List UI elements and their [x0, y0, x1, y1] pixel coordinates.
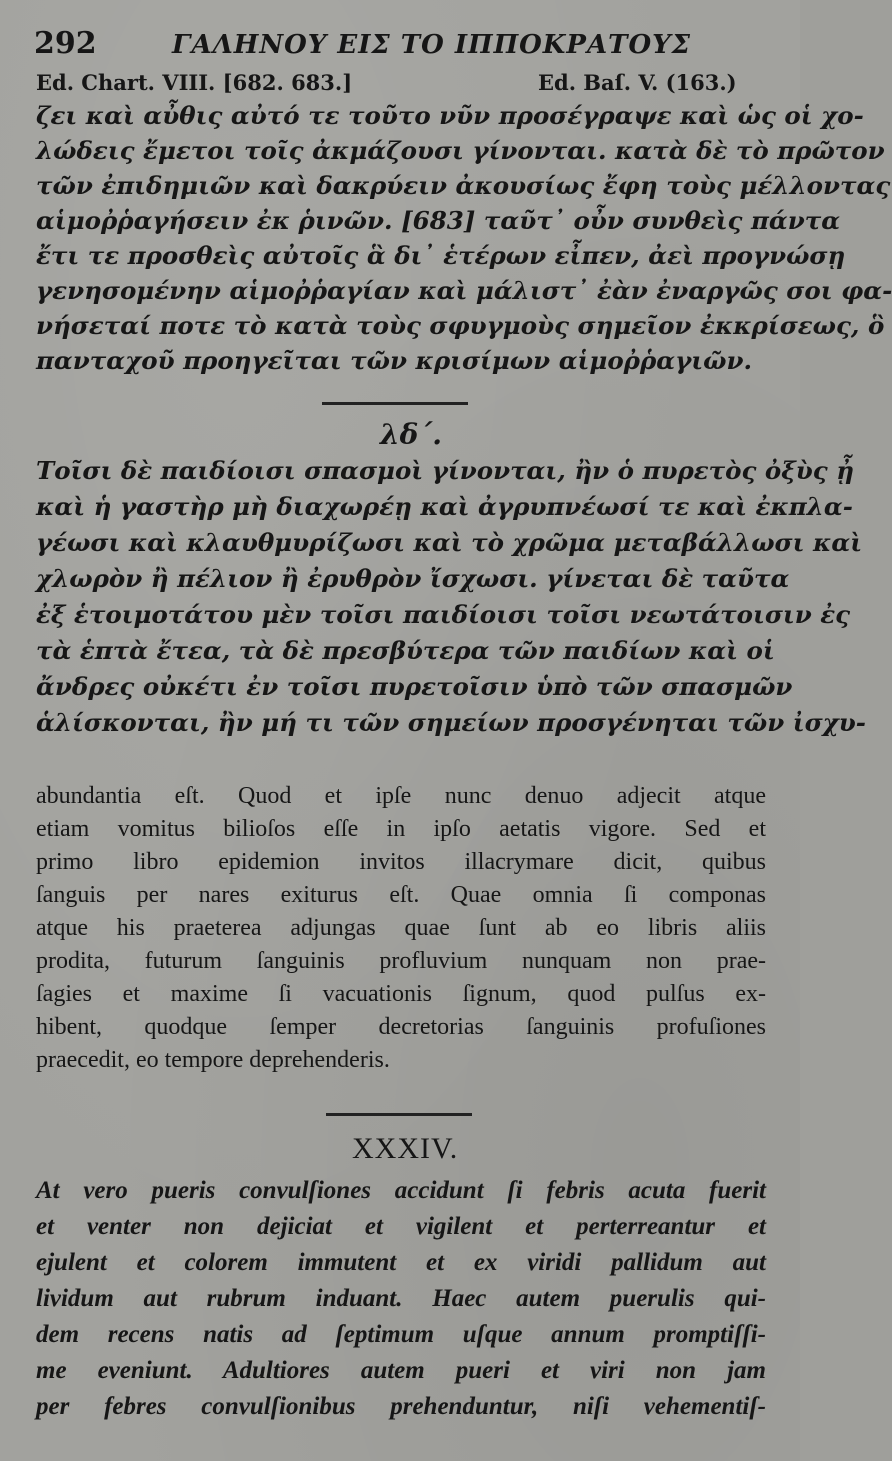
latin-continuation-line: prodita, futurum ſanguinis profluvium nunquam non prae-: [36, 948, 766, 974]
edition-reference-right: Ed. Baſ. V. (163.): [538, 70, 737, 95]
latin-continuation-line: hibent, quodque ſemper decretorias ſanguinis profuſiones: [36, 1014, 766, 1040]
greek-section-line: τὰ ἑπτὰ ἔτεα, τὰ δὲ πρεσβύτερα τῶν παιδίων καὶ οἱ: [36, 636, 775, 665]
greek-section-line: ἄνδρες οὐκέτι ἐν τοῖσι πυρετοῖσιν ὑπὸ τῶν σπασμῶν: [36, 672, 793, 701]
latin-section-line: et venter non dejiciat et vigilent et perterreantur et: [36, 1213, 766, 1240]
latin-section-line: me eveniunt. Adultiores autem pueri et viri non jam: [36, 1357, 766, 1384]
greek-section-line: καὶ ἡ γαστὴρ μὴ διαχωρέῃ καὶ ἀγρυπνέωσί τε καὶ ἐκπλα-: [36, 492, 853, 521]
greek-continuation-line: γενησομένην αἱμοῤῥαγίαν καὶ μάλιστ᾽ ἐὰν ἐναργῶς σοι φα-: [36, 276, 892, 305]
latin-section-line: ejulent et colorem immutent et ex viridi pallidum aut: [36, 1249, 766, 1276]
latin-continuation-line: etiam vomitus bilioſos eſſe in ipſo aetatis vigore. Sed et: [36, 816, 766, 842]
greek-continuation-line: λώδεις ἔμετοι τοῖς ἀκμάζουσι γίνονται. κατὰ δὲ τὸ πρῶτον: [36, 136, 885, 165]
latin-continuation-line: ſagies et maxime ſi vacuationis ſignum, quod pulſus ex-: [36, 981, 766, 1007]
greek-continuation-line: πανταχοῦ προηγεῖται τῶν κρισίμων αἱμοῤῥαγιῶν.: [36, 346, 753, 375]
greek-section-number: λδ΄.: [380, 418, 443, 451]
greek-continuation-line: νήσεταί ποτε τὸ κατὰ τοὺς σφυγμοὺς σημεῖον ἐκκρίσεως, ὃ: [36, 311, 885, 340]
latin-continuation-line: abundantia eſt. Quod et ipſe nunc denuo adjecit atque: [36, 783, 766, 809]
latin-continuation-line: ſanguis per nares exiturus eſt. Quae omnia ſi componas: [36, 882, 766, 908]
edition-reference-left: Ed. Chart. VIII. [682. 683.]: [36, 70, 353, 95]
latin-section-line: dem recens natis ad ſeptimum uſque annum promptiſſi-: [36, 1321, 766, 1348]
running-title: ΓΑΛΗΝΟΥ ΕΙΣ ΤΟ ΙΠΠΟΚΡΑΤΟΥΣ: [172, 30, 692, 60]
latin-continuation-line: primo libro epidemion invitos illacrymare dicit, quibus: [36, 849, 766, 875]
greek-section-line: γέωσι καὶ κλαυθμυρίζωσι καὶ τὸ χρῶμα μεταβάλλωσι καὶ: [36, 528, 863, 557]
latin-section-line: per febres convulſionibus prehenduntur, niſi vehementiſ-: [36, 1393, 766, 1420]
latin-section-line: lividum aut rubrum induant. Haec autem puerulis qui-: [36, 1285, 766, 1312]
greek-continuation-line: ζει καὶ αὖθις αὐτό τε τοῦτο νῦν προσέγραψε καὶ ὡς οἱ χο-: [36, 101, 864, 130]
latin-continuation-line: atque his praeterea adjungas quae ſunt ab eo libris aliis: [36, 915, 766, 941]
greek-section-line: ἁλίσκονται, ἢν μή τι τῶν σημείων προσγένηται τῶν ἰσχυ-: [36, 708, 866, 737]
section-divider: [322, 402, 468, 405]
latin-section-number: XXXIV.: [352, 1132, 459, 1165]
greek-continuation-line: αἱμοῤῥαγήσειν ἐκ ῥινῶν. [683] ταῦτ᾽ οὖν συνθεὶς πάντα: [36, 206, 841, 235]
greek-continuation-line: ἔτι τε προσθεὶς αὐτοῖς ἃ δι᾽ ἑτέρων εἶπεν, ἀεὶ προγνώσῃ: [36, 241, 846, 270]
greek-section-line: Τοῖσι δὲ παιδίοισι σπασμοὶ γίνονται, ἢν ὁ πυρετὸς ὀξὺς ᾖ: [36, 456, 855, 485]
latin-section-line: At vero pueris convulſiones accidunt ſi febris acuta fuerit: [36, 1177, 766, 1204]
latin-continuation-line: praecedit, eo tempore deprehenderis.: [36, 1047, 390, 1073]
section-divider: [326, 1113, 472, 1116]
greek-section-line: χλωρὸν ἢ πέλιον ἢ ἐρυθρὸν ἴσχωσι. γίνεται δὲ ταῦτα: [36, 564, 790, 593]
greek-section-line: ἐξ ἑτοιμοτάτου μὲν τοῖσι παιδίοισι τοῖσι νεωτάτοισιν ἐς: [36, 600, 851, 629]
page-number: 292: [34, 26, 97, 61]
greek-continuation-line: τῶν ἐπιδημιῶν καὶ δακρύειν ἀκουσίως ἔφη τοὺς μέλλοντας: [36, 171, 891, 200]
